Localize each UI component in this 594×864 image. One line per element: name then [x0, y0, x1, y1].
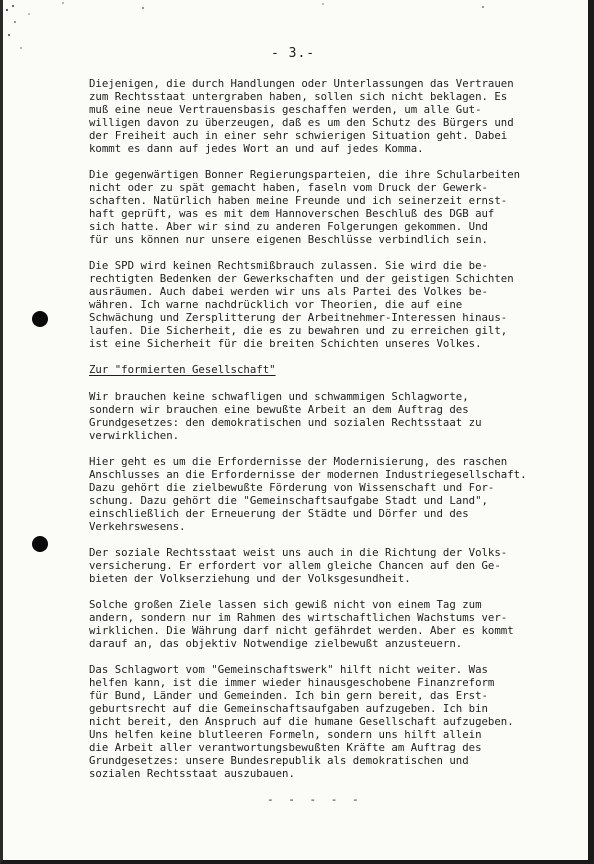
- punch-hole-upper: [32, 311, 48, 327]
- paragraph: [89, 168, 579, 246]
- text-line: Die SPD wird keinen Rechtsmißbrauch zulassen. Sie wird die be-: [89, 259, 488, 272]
- paragraph: [89, 663, 579, 780]
- paragraph: [89, 77, 579, 155]
- text-line: willigen davon zu überzeugen, daß es um den Schutz des Bürgers und: [89, 116, 514, 129]
- text-line: Grundgesetzes: den demokratischen und sozialen Rechtsstaat zu: [89, 416, 482, 429]
- end-mark: - - - - -: [267, 793, 363, 806]
- text-line: für uns können nur unsere eigenen Beschlüsse verbindlich sein.: [89, 233, 488, 246]
- paragraph: [89, 455, 579, 533]
- text-line: Uns helfen keine blutleeren Formeln, sondern uns hilft allein: [89, 728, 482, 741]
- text-line: haft geprüft, was es mit dem Hannoverschen Beschluß des DGB auf: [89, 207, 495, 220]
- text-line: ist eine Sicherheit für die breiten Schichten unseres Volkes.: [89, 337, 482, 350]
- text-line: geburtsrecht auf die Gemeinschaftsaufgaben aufzugeben. Ich bin: [89, 702, 488, 715]
- text-line: währen. Ich warne nachdrücklich vor Theorien, die auf eine: [89, 298, 463, 311]
- text-line: Die gegenwärtigen Bonner Regierungsparteien, die ihre Schularbeiten: [89, 168, 521, 181]
- text-line: Dazu gehört die zielbewußte Förderung von Wissenschaft und For-: [89, 481, 495, 494]
- text-line: andern, sondern nur im Rahmen des wirtschaftlichen Wachstums ver-: [89, 611, 508, 624]
- text-line: Solche großen Ziele lassen sich gewiß nicht von einem Tag zum: [89, 598, 482, 611]
- text-line: für Bund, Länder und Gemeinden. Ich bin gern bereit, das Erst-: [89, 689, 488, 702]
- text-line: die Arbeit aller verantwortungsbewußten Kräfte am Auftrag des: [89, 741, 482, 754]
- text-line: Der soziale Rechtsstaat weist uns auch in die Richtung der Volks-: [89, 546, 508, 559]
- text-line: zum Rechtsstaat untergraben haben, sollen sich nicht beklagen. Es: [89, 90, 508, 103]
- text-line: kommt es dann auf jedes Wort an und auf jedes Komma.: [89, 142, 424, 155]
- text-line: schaften. Natürlich haben meine Freunde und ich seinerzeit ernst-: [89, 194, 508, 207]
- text-line: ausräumen. Auch dabei werden wir uns als Partei des Volkes be-: [89, 285, 488, 298]
- text-line: wirklichen. Die Währung darf nicht gefährdet werden. Aber es kommt: [89, 624, 514, 637]
- text-line: nicht oder zu spät gemacht haben, faseln vom Druck der Gewerk-: [89, 181, 488, 194]
- scan-speckle-left: [3, 0, 43, 60]
- paragraph: [89, 390, 579, 442]
- text-line: sozialen Rechtsstaat auszubauen.: [89, 767, 295, 780]
- section-formierte-gesellschaft: [89, 390, 579, 780]
- text-line: laufen. Die Sicherheit, die es zu bewahren und zu erreichen gilt,: [89, 324, 508, 337]
- text-line: darauf an, das objektiv Notwendige zielbewußt anzusteuern.: [89, 637, 463, 650]
- section-heading: Zur "formierten Gesellschaft": [89, 363, 276, 376]
- scan-speckle-top: [3, 0, 594, 14]
- page-number: - 3.-: [271, 46, 316, 61]
- text-line: helfen kann, ist die immer wieder hinausgeschobene Finanzreform: [89, 676, 495, 689]
- text-line: einschließlich der Erneuerung der Städte und Dörfer und des: [89, 507, 469, 520]
- text-line: verwirklichen.: [89, 429, 180, 442]
- paragraph: [89, 546, 579, 585]
- text-line: Hier geht es um die Erfordernisse der Modernisierung, des raschen: [89, 455, 508, 468]
- document-body: [89, 77, 579, 806]
- text-line: Wir brauchen keine schwafligen und schwammigen Schlagworte,: [89, 390, 469, 403]
- paragraph: [89, 598, 579, 650]
- text-line: Diejenigen, die durch Handlungen oder Unterlassungen das Vertrauen: [89, 77, 514, 90]
- text-line: sondern wir brauchen eine bewußte Arbeit an dem Auftrag des: [89, 403, 469, 416]
- punch-hole-lower: [32, 536, 48, 552]
- text-line: Anschlusses an die Erfordernisse der modernen Industriegesellschaft.: [89, 468, 527, 481]
- section-intro: [89, 77, 579, 350]
- text-line: Verkehrswesens.: [89, 520, 186, 533]
- text-line: Das Schlagwort vom "Gemeinschaftswerk" hilft nicht weiter. Was: [89, 663, 488, 676]
- text-line: der Freiheit auch in einer sehr schwierigen Situation geht. Dabei: [89, 129, 508, 142]
- text-line: Schwächung und Zersplitterung der Arbeitnehmer-Interessen hinaus-: [89, 311, 508, 324]
- paragraph: [89, 259, 579, 350]
- text-line: rechtigten Bedenken der Gewerkschaften und der geistigen Schichten: [89, 272, 514, 285]
- text-line: sich hatte. Aber wir sind zu anderen Folgerungen gekommen. Und: [89, 220, 488, 233]
- text-line: nicht bereit, den Anspruch auf die humane Gesellschaft aufzugeben.: [89, 715, 514, 728]
- text-line: schung. Dazu gehört die "Gemeinschaftsaufgabe Stadt und Land",: [89, 494, 488, 507]
- text-line: bieten der Volkserziehung und der Volksgesundheit.: [89, 572, 411, 585]
- text-line: Grundgesetzes: unsere Bundesrepublik als demokratischen und: [89, 754, 469, 767]
- text-line: versicherung. Er erfordert vor allem gleiche Chancen auf den Ge-: [89, 559, 501, 572]
- text-line: muß eine neue Vertrauensbasis geschaffen werden, um alle Gut-: [89, 103, 482, 116]
